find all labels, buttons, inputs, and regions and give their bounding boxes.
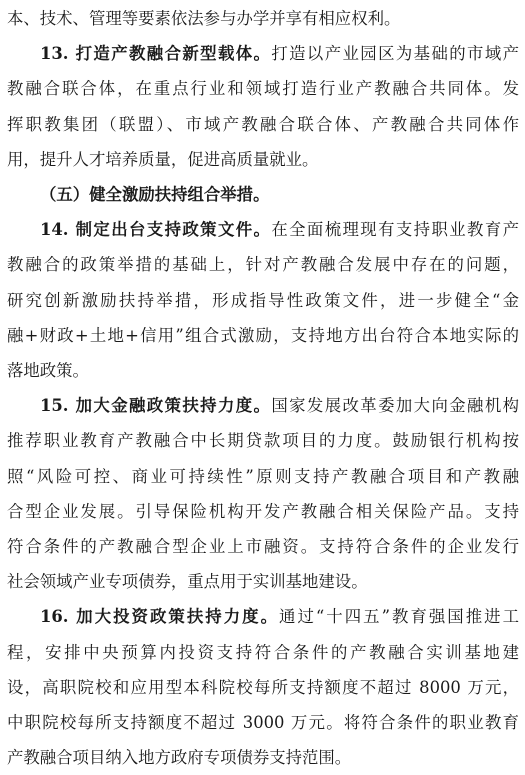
paragraph-continuation: [7, 2, 519, 36]
item-14-heading: 14. 制定出台支持政策文件。: [40, 220, 272, 240]
text-line: 通过“十四五”教育强国推进工: [279, 607, 519, 627]
item-16-line-2: 程，安排中央预算内投资支持符合条件的产教融合实训基地建: [7, 642, 519, 662]
item-15-line-1: [40, 389, 519, 423]
item-13-heading: 13. 打造产教融合新型载体。: [40, 44, 272, 64]
item-13-line-1: [40, 37, 519, 71]
item-13-line-3: 挥职教集团（联盟）、市域产教融合联合体、产教融合共同体作: [7, 114, 519, 134]
text-line: 打造以产业园区为基础的市域产: [271, 44, 519, 64]
text-line: 在全面梳理现有支持职业教育产: [271, 220, 519, 240]
item-15-line-3: 照“风险可控、商业可持续性”原则支持产教融合项目和产教融: [7, 466, 519, 486]
item-14-line-5: 落地政策。: [7, 361, 89, 380]
text-line: 本、技术、管理等要素依法参与办学并享有相应权利。: [7, 9, 401, 28]
item-16-heading: 16. 加大投资政策扶持力度。: [40, 607, 280, 627]
item-15-line-5: 符合条件的产教融合型企业上市融资。支持符合条件的企业发行: [7, 537, 519, 556]
item-14-line-1: [40, 213, 519, 247]
text-line: 国家发展改革委加大向金融机构: [271, 396, 519, 416]
item-13-line-4: 用，提升人才培养质量，促进高质量就业。: [7, 149, 319, 169]
item-15-heading: 15. 加大金融政策扶持力度。: [40, 396, 272, 416]
item-16-line-4: 中职院校每所支持额度不超过 3000 万元。将符合条件的职业教育: [7, 713, 519, 732]
item-15-line-2: 推荐职业教育产教融合中长期贷款项目的力度。鼓励银行机构按: [7, 431, 519, 451]
item-14-line-4: 融+财政+土地+信用”组合式激励，支持地方出台符合本地实际的: [7, 325, 519, 345]
item-15-line-4: 合型企业发展。引导保险机构开发产教融合相关保险产品。支持: [7, 501, 519, 521]
item-16-line-5: 产教融合项目纳入地方政府专项债券支持范围。: [7, 748, 352, 768]
section-5-title: （五）健全激励扶持组合举措。: [40, 185, 270, 204]
item-14-line-3: 研究创新激励扶持举措，形成指导性政策文件，进一步健全“金: [7, 290, 519, 310]
item-13-line-2: 教融合联合体，在重点行业和领域打造行业产教融合共同体。发: [7, 79, 519, 99]
item-15-line-6: 社会领域产业专项债券，重点用于实训基地建设。: [7, 572, 368, 592]
item-16-line-1: [40, 600, 519, 634]
item-14-line-2: 教融合的政策举措的基础上，针对产教融合发展中存在的问题，: [7, 255, 519, 275]
item-16-line-3: 设，高职院校和应用型本科院校每所支持额度不超过 8000 万元，: [7, 677, 519, 697]
